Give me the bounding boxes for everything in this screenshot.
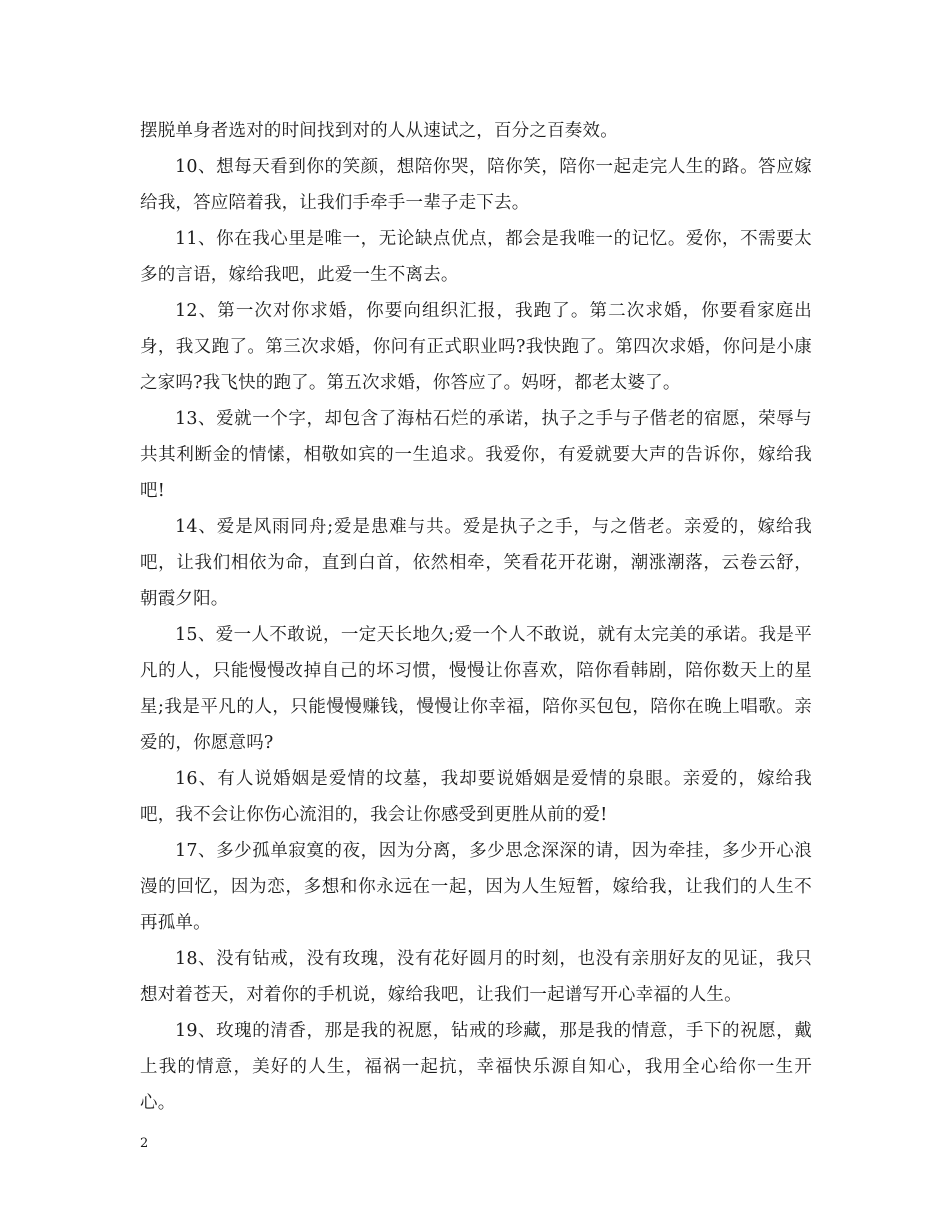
paragraph: 12、第一次对你求婚，你要向组织汇报，我跑了。第二次求婚，你要看家庭出身，我又跑了。第三次求婚，你问有正式职业吗?我快跑了。第四次求婚，你问是小康之家吗?我飞快的跑了。第五次求婚，你答应了。妈呀，都老太婆了。 [140, 301, 812, 393]
paragraph: 19、玫瑰的清香，那是我的祝愿，钻戒的珍藏，那是我的情意，手下的祝愿，戴上我的情意，美好的人生，福祸一起抗，幸福快乐源自知心，我用全心给你一生开心。 [140, 1021, 812, 1113]
paragraph: 17、多少孤单寂寞的夜，因为分离，多少思念深深的请，因为牵挂，多少开心浪漫的回忆，因为恋，多想和你永远在一起，因为人生短暂，嫁给我，让我们的人生不再孤单。 [140, 841, 812, 933]
paragraph: 18、没有钻戒，没有玫瑰，没有花好圆月的时刻，也没有亲朋好友的见证，我只想对着苍天，对着你的手机说，嫁给我吧，让我们一起谱写开心幸福的人生。 [140, 949, 812, 1005]
paragraph: 11、你在我心里是唯一，无论缺点优点，都会是我唯一的记忆。爱你，不需要太多的言语，嫁给我吧，此爱一生不离去。 [140, 229, 812, 285]
paragraph: 16、有人说婚姻是爱情的坟墓，我却要说婚姻是爱情的泉眼。亲爱的，嫁给我吧，我不会让你伤心流泪的，我会让你感受到更胜从前的爱! [140, 769, 812, 825]
paragraph: 14、爱是风雨同舟;爱是患难与共。爱是执子之手，与之偕老。亲爱的，嫁给我吧，让我们相依为命，直到白首，依然相牵，笑看花开花谢，潮涨潮落，云卷云舒，朝霞夕阳。 [140, 517, 812, 609]
paragraph: 摆脱单身者选对的时间找到对的人从速试之，百分之百奏效。 [140, 121, 618, 141]
paragraph: 13、爱就一个字，却包含了海枯石烂的承诺，执子之手与子偕老的宿愿，荣辱与共其利断金的情愫，相敬如宾的一生追求。我爱你，有爱就要大声的告诉你，嫁给我吧! [140, 409, 812, 501]
paragraph: 10、想每天看到你的笑颜，想陪你哭，陪你笑，陪你一起走完人生的路。答应嫁给我，答应陪着我，让我们手牵手一辈子走下去。 [140, 157, 812, 213]
page-number: 2 [140, 1136, 149, 1151]
body-text [140, 113, 812, 1121]
paragraph: 15、爱一人不敢说，一定天长地久;爱一个人不敢说，就有太完美的承诺。我是平凡的人，只能慢慢改掉自己的坏习惯，慢慢让你喜欢，陪你看韩剧，陪你数天上的星星;我是平凡的人，只能慢慢赚钱，慢慢让你幸福，陪你买包包，陪你在晚上唱歌。亲爱的，你愿意吗? [140, 625, 812, 753]
